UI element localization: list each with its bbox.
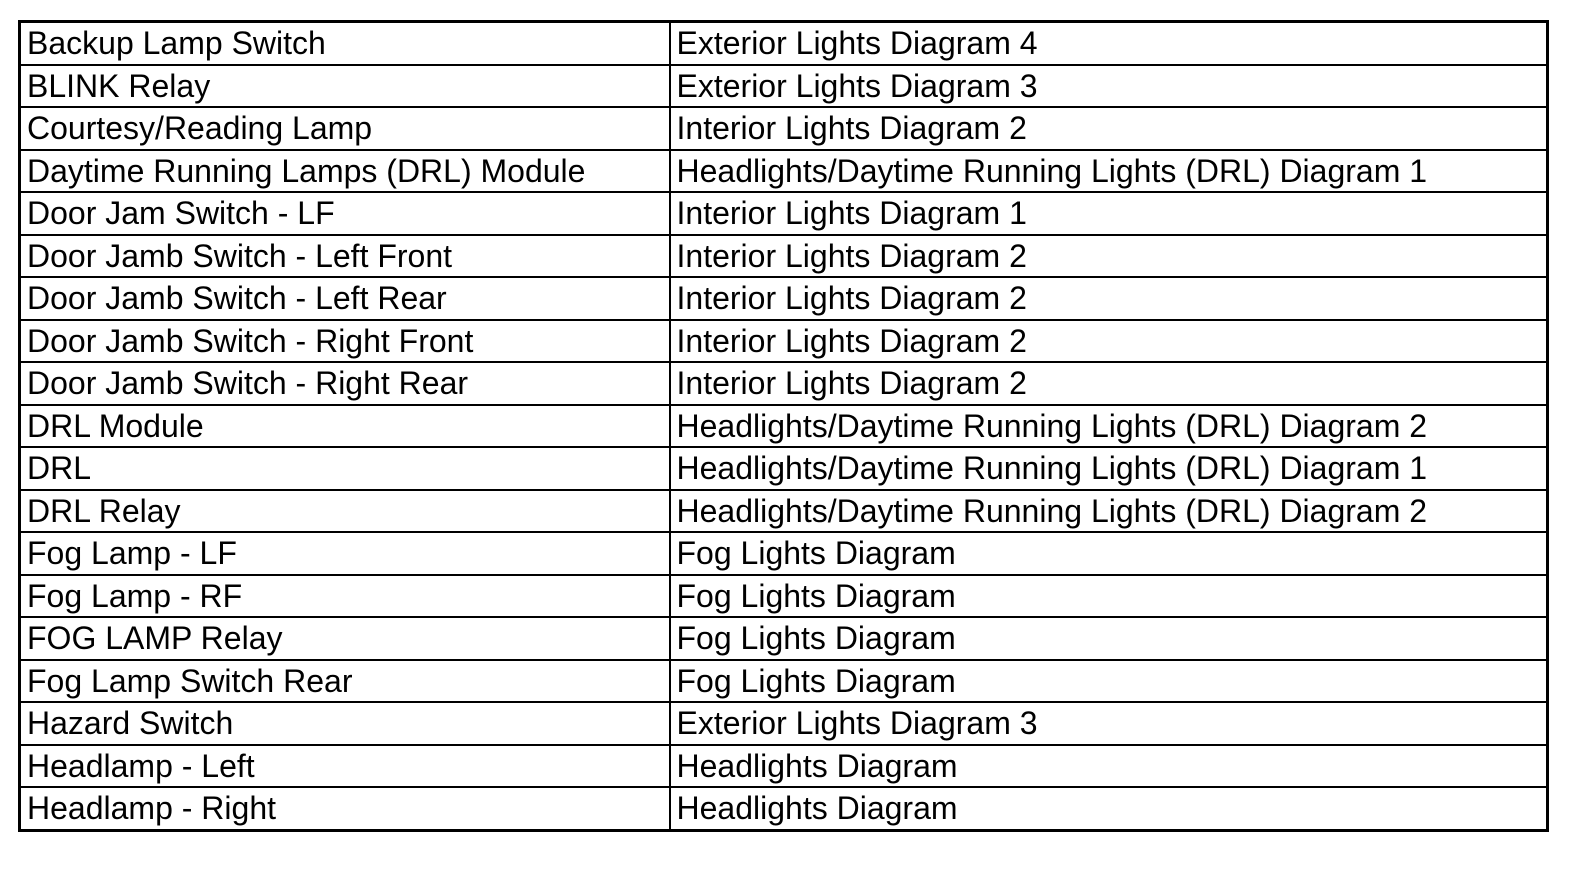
diagram-cell: Fog Lights Diagram	[670, 575, 1548, 618]
component-cell: Door Jamb Switch - Right Rear	[20, 362, 670, 405]
diagram-cell: Interior Lights Diagram 2	[670, 235, 1548, 278]
table-row	[20, 532, 1548, 575]
component-cell: Fog Lamp - RF	[20, 575, 670, 618]
diagram-cell: Headlights/Daytime Running Lights (DRL) Diagram 1	[670, 447, 1548, 490]
diagram-cell: Interior Lights Diagram 2	[670, 362, 1548, 405]
table-row	[20, 617, 1548, 660]
component-cell: BLINK Relay	[20, 65, 670, 108]
table-row	[20, 575, 1548, 618]
table-row	[20, 405, 1548, 448]
diagram-cell: Headlights Diagram	[670, 787, 1548, 830]
table-row	[20, 235, 1548, 278]
table-row	[20, 107, 1548, 150]
diagram-cell: Interior Lights Diagram 1	[670, 192, 1548, 235]
diagram-cell: Exterior Lights Diagram 4	[670, 22, 1548, 65]
table-row	[20, 277, 1548, 320]
component-cell: Door Jamb Switch - Left Rear	[20, 277, 670, 320]
component-cell: Courtesy/Reading Lamp	[20, 107, 670, 150]
diagram-cell: Headlights/Daytime Running Lights (DRL) Diagram 2	[670, 490, 1548, 533]
component-cell: Fog Lamp - LF	[20, 532, 670, 575]
diagram-cell: Exterior Lights Diagram 3	[670, 65, 1548, 108]
component-cell: Door Jamb Switch - Right Front	[20, 320, 670, 363]
diagram-cell: Interior Lights Diagram 2	[670, 277, 1548, 320]
table-row	[20, 745, 1548, 788]
table-row	[20, 490, 1548, 533]
diagram-cell: Fog Lights Diagram	[670, 617, 1548, 660]
component-cell: DRL Module	[20, 405, 670, 448]
table-row	[20, 787, 1548, 830]
diagram-cell: Headlights/Daytime Running Lights (DRL) Diagram 1	[670, 150, 1548, 193]
diagram-cell: Fog Lights Diagram	[670, 660, 1548, 703]
diagram-cell: Headlights Diagram	[670, 745, 1548, 788]
table-row	[20, 320, 1548, 363]
component-cell: Door Jam Switch - LF	[20, 192, 670, 235]
component-cell: FOG LAMP Relay	[20, 617, 670, 660]
table-row	[20, 362, 1548, 405]
table-row	[20, 660, 1548, 703]
table-row	[20, 447, 1548, 490]
component-diagram-table	[18, 20, 1549, 832]
table-row	[20, 150, 1548, 193]
table-row	[20, 22, 1548, 65]
diagram-cell: Headlights/Daytime Running Lights (DRL) Diagram 2	[670, 405, 1548, 448]
table-row	[20, 702, 1548, 745]
diagram-cell: Exterior Lights Diagram 3	[670, 702, 1548, 745]
table-row	[20, 192, 1548, 235]
component-cell: DRL Relay	[20, 490, 670, 533]
table-row	[20, 65, 1548, 108]
component-cell: Door Jamb Switch - Left Front	[20, 235, 670, 278]
table-body	[20, 22, 1548, 831]
component-cell: Hazard Switch	[20, 702, 670, 745]
component-cell: Headlamp - Right	[20, 787, 670, 830]
component-cell: Fog Lamp Switch Rear	[20, 660, 670, 703]
component-cell: DRL	[20, 447, 670, 490]
diagram-cell: Interior Lights Diagram 2	[670, 320, 1548, 363]
component-cell: Daytime Running Lamps (DRL) Module	[20, 150, 670, 193]
diagram-cell: Interior Lights Diagram 2	[670, 107, 1548, 150]
component-cell: Headlamp - Left	[20, 745, 670, 788]
component-cell: Backup Lamp Switch	[20, 22, 670, 65]
diagram-cell: Fog Lights Diagram	[670, 532, 1548, 575]
